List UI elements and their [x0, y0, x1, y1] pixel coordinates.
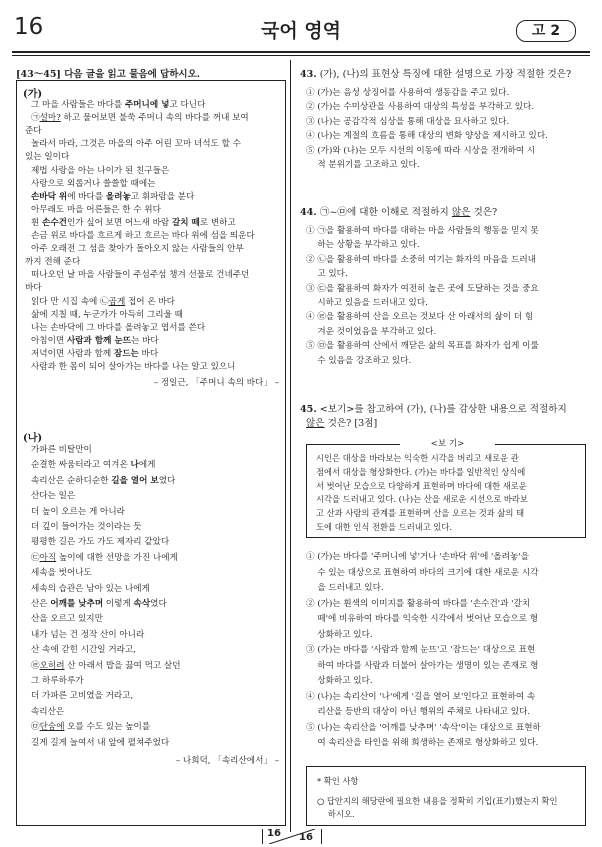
poem-line: 더 가파른 고비였을 거라고, [31, 691, 134, 702]
poem-line: ㉤단숨에 오를 수도 있는 높이를 [31, 722, 151, 733]
poem-line: 나는 손바닥에 그 바다를 올려놓고 엽서를 쓴다 [31, 322, 206, 333]
poem-line: 사랑으로 외롭거나 쓸쓸할 때에는 [31, 178, 156, 189]
answer-option: ⑤ ㉤을 활용하여 산에서 깨닫은 삶의 목표를 화자가 쉽게 이룰 [306, 341, 539, 352]
page-footer [262, 829, 322, 844]
poem-line: ㉢아직 높이에 대한 선망을 가진 나에게 [31, 552, 178, 563]
bogi-line: 도에 대한 인식 전환을 드러내고 있다. [316, 522, 453, 532]
poem-line: 떠나오던 날 마을 사람들이 주섬주섬 챙겨 선물로 건네주던 [31, 270, 250, 281]
answer-option: 수 있음을 강조하고 있다. [306, 355, 412, 366]
question-45-stem: 45. <보기>를 참고하여 (가), (나)를 감상한 내용으로 적절하지 [300, 404, 567, 415]
poem-line: 가파른 비탈만이 [31, 445, 92, 455]
answer-option: 시하고 있음을 드러내고 있다. [306, 298, 428, 308]
answer-option: ③ (나)는 공감각적 심상을 통해 대상을 묘사하고 있다. [306, 116, 510, 127]
answer-option: 상화하고 있다. [306, 629, 373, 640]
answer-option: ③ ㉢을 활용하여 화자가 여전히 높은 곳에 도달하는 것을 중요 [306, 283, 539, 294]
answer-option: 적 분위기를 고조하고 있다. [306, 160, 420, 170]
poem-line: 손금 위로 바다를 흐르게 하고 흐르는 바다 위에 섬을 띄운다 [31, 231, 255, 241]
answer-option: 을 드러내고 있다. [306, 583, 384, 593]
poem-line: 더 높이 오르는 게 아니라 [31, 506, 125, 517]
poem-line: 길게 길게 늘여서 내 앞에 펼쳐주었다 [31, 737, 170, 748]
poem-line: 저녁이면 사람과 함께 잠드는 바다 [31, 348, 159, 359]
poem-line: 더 깊이 들어가는 것이라는 듯 [31, 522, 142, 532]
poem-line: 읽다 만 시집 속에 ㉡곱게 접어 온 바다 [31, 296, 175, 307]
answer-option: ④ (나)는 속리산이 '나'에게 '길을 열어 보'인다고 표현하여 속 [306, 691, 536, 702]
passage-b-tag: (나) [23, 433, 43, 444]
passage-box [16, 80, 286, 826]
poem-line: 산다는 일은 [31, 491, 76, 502]
poem-line: 사람과 한 몸이 되어 살아가는 바다를 나는 알고 있으니 [31, 362, 236, 372]
bogi-line: 서 벗어난 모습으로 다양하게 표현하며 바다에 대한 새로운 [316, 480, 527, 491]
answer-option: ⑤ (나)는 속리산을 '어깨를 낮추며' '속삭'이는 대상으로 표현하 [306, 722, 541, 733]
poem-line: 바다 [25, 283, 42, 294]
header-rule-thin [12, 55, 590, 56]
grade-badge: 고 2 [516, 20, 576, 42]
passage-b-source: – 나희덕, 「속리산에서」 – [175, 756, 279, 766]
instructions: [43～45] 다음 글을 읽고 물음에 답하시오. [16, 69, 201, 80]
poem-line: 준다 [25, 126, 42, 137]
poem-line: 휜 손수건인가 싶어 보면 어느새 바람 갈치 떼로 변하고 [31, 217, 236, 228]
answer-option: 하여 바다를 사람과 더불어 살아가는 생명이 있는 존재로 형 [306, 660, 539, 671]
bogi-line: 고 산과 사람의 관계를 표현하며 산을 오르는 것과 삶의 태 [316, 508, 525, 519]
answer-option: ① (가)는 음성 상징어를 사용하여 생동감을 주고 있다. [306, 88, 510, 98]
poem-line: 제법 사랑을 아는 나이가 된 친구들은 [31, 165, 170, 176]
poem-line: 속리산은 [31, 706, 65, 717]
bogi-title: <보 기> [400, 437, 495, 449]
question-45-stem-2: 않은 것은? [3점] [306, 418, 378, 429]
confirm-box [306, 766, 586, 826]
poem-line: 세속의 습관은 남아 있는 나에게 [31, 583, 150, 594]
poem-line: 그 하루하루가 [31, 676, 84, 686]
poem-line: 삶에 지칠 때, 누군가가 아득히 그리울 때 [31, 309, 183, 320]
confirm-line: 하시오. [317, 809, 355, 819]
bogi-line: 시각을 드러내고 있다. (나)는 산을 새로운 시선으로 바라보 [316, 494, 528, 505]
poem-line: 그 마을 사람들은 바다를 주머니에 넣고 다닌다 [31, 100, 206, 110]
poem-line: 손바닥 위에 바다를 올려놓고 휘파람을 분다 [31, 191, 195, 202]
answer-option: ② (가)는 수미상관을 사용하여 대상의 특성을 부각하고 있다. [306, 102, 535, 113]
poem-line: 산을 오르고 있지만 [31, 614, 103, 625]
answer-option: 하는 상황을 부각하고 있다. [306, 240, 420, 251]
poem-line: 순결한 싸움터라고 여겨온 나에게 [31, 460, 156, 471]
answer-option: 리산을 등반의 대상이 아닌 행위의 주체로 나타내고 있다. [306, 707, 531, 717]
answer-option: 상화하고 있다. [306, 676, 373, 686]
bogi-line: 점에서 대상을 형상화한다. (가)는 바다를 일반적인 상식에 [316, 466, 526, 477]
answer-option: 수 있는 대상으로 표현하여 바다의 크기에 대한 새로운 시각 [306, 567, 539, 578]
answer-option: 떼'에 비유하여 바다를 익숙한 시각에서 벗어난 모습으로 형 [306, 614, 539, 624]
page-number: 16 [14, 14, 44, 40]
column-divider [290, 60, 291, 832]
answer-option: ② ㉡을 활용하여 바다를 소중히 여기는 화자의 마음을 드러내 [306, 254, 536, 265]
answer-option: ① ㉠을 활용하여 바다를 대하는 마을 사람들의 행동을 믿지 못 [306, 226, 539, 236]
question-43-stem: 43. (가), (나)의 표현상 특징에 대한 설명으로 가장 적절한 것은? [300, 69, 572, 80]
answer-option: ① (가)는 바다를 '주머니에 넣'거나 '손바닥 위'에 '올려놓'을 [306, 552, 529, 562]
passage-a-tag: (가) [23, 89, 43, 100]
poem-line: 세속을 벗어나도 [31, 568, 92, 579]
passage-a-source: – 정일근, 「주머니 속의 바다」 – [153, 378, 279, 389]
poem-line: 내가 넘는 건 정작 산이 아니라 [31, 629, 145, 640]
footer-current: 16 [267, 828, 281, 839]
poem-line: 아무래도 마을 어른들은 한 수 위다 [31, 204, 161, 215]
answer-option: ② (가)는 휜색의 이미지를 활용하여 바다를 '손수건'과 '갈치 [306, 598, 531, 609]
poem-line: ㉣오히려 산 아래서 밥을 끓여 먹고 살던 [31, 660, 181, 671]
answer-option: 고 있다. [306, 269, 348, 280]
answer-option: ⑤ (가)와 (나)는 모두 시선의 이동에 따라 시상을 전개하여 시 [306, 145, 536, 156]
answer-option: ④ (나)는 계절의 흐름을 통해 대상의 변화 양상을 제시하고 있다. [306, 131, 548, 142]
poem-line: 속리산은 순하디순한 길을 열어 보였다 [31, 475, 176, 486]
question-44-stem: 44. ㉠~㉤에 대한 이해로 적절하지 않은 것은? [300, 207, 498, 218]
confirm-line: ○ 답안지의 해당란에 필요한 내용을 정확히 기입(표기)했는지 확인 [317, 796, 558, 806]
poem-line: 있는 일이다 [25, 152, 70, 163]
poem-line: 놀라서 마라, 그것은 마을의 아주 어린 꼬마 녀석도 할 수 [31, 139, 241, 150]
poem-line: 아침이면 사람과 함께 눈뜨는 바다 [31, 335, 159, 346]
answer-option: 겨운 것이었음을 부각하고 있다. [306, 326, 437, 337]
bogi-line: 시인은 대상을 바라보는 익숙한 시각을 버리고 새로운 관 [316, 453, 519, 463]
answer-option: ④ ㉣을 활용하여 산을 오르는 것보다 산 아래서의 삶이 더 힘 [306, 312, 534, 323]
poem-line: 산 속에 갇힌 시간일 거라고, [31, 645, 136, 656]
poem-line: 평평한 길은 가도 가도 제자리 같았다 [31, 537, 170, 548]
poem-line: 아주 오래전 그 섬을 찾아가 돌아오지 않는 사람들의 안부 [31, 244, 244, 255]
header-rule [12, 51, 590, 53]
poem-line: 산은 어깨를 낮추며 이렇게 속삭였다 [31, 599, 167, 609]
footer-total: 16 [299, 832, 313, 843]
answer-option: ③ (가)는 바다를 '사람과 함께 눈뜨'고 '잠드는' 대상으로 표현 [306, 645, 536, 655]
poem-line: 까지 전해 준다 [25, 257, 81, 268]
poem-line: ㉠설마? 하고 물어보면 불쑥 주머니 속의 바다를 꺼내 보여 [31, 113, 249, 124]
page-title: 국어 영역 [260, 20, 342, 42]
confirm-title: * 확인 사항 [317, 776, 359, 786]
answer-option: 여 속리산을 타인을 위해 희생하는 존재로 형상화하고 있다. [306, 738, 539, 748]
